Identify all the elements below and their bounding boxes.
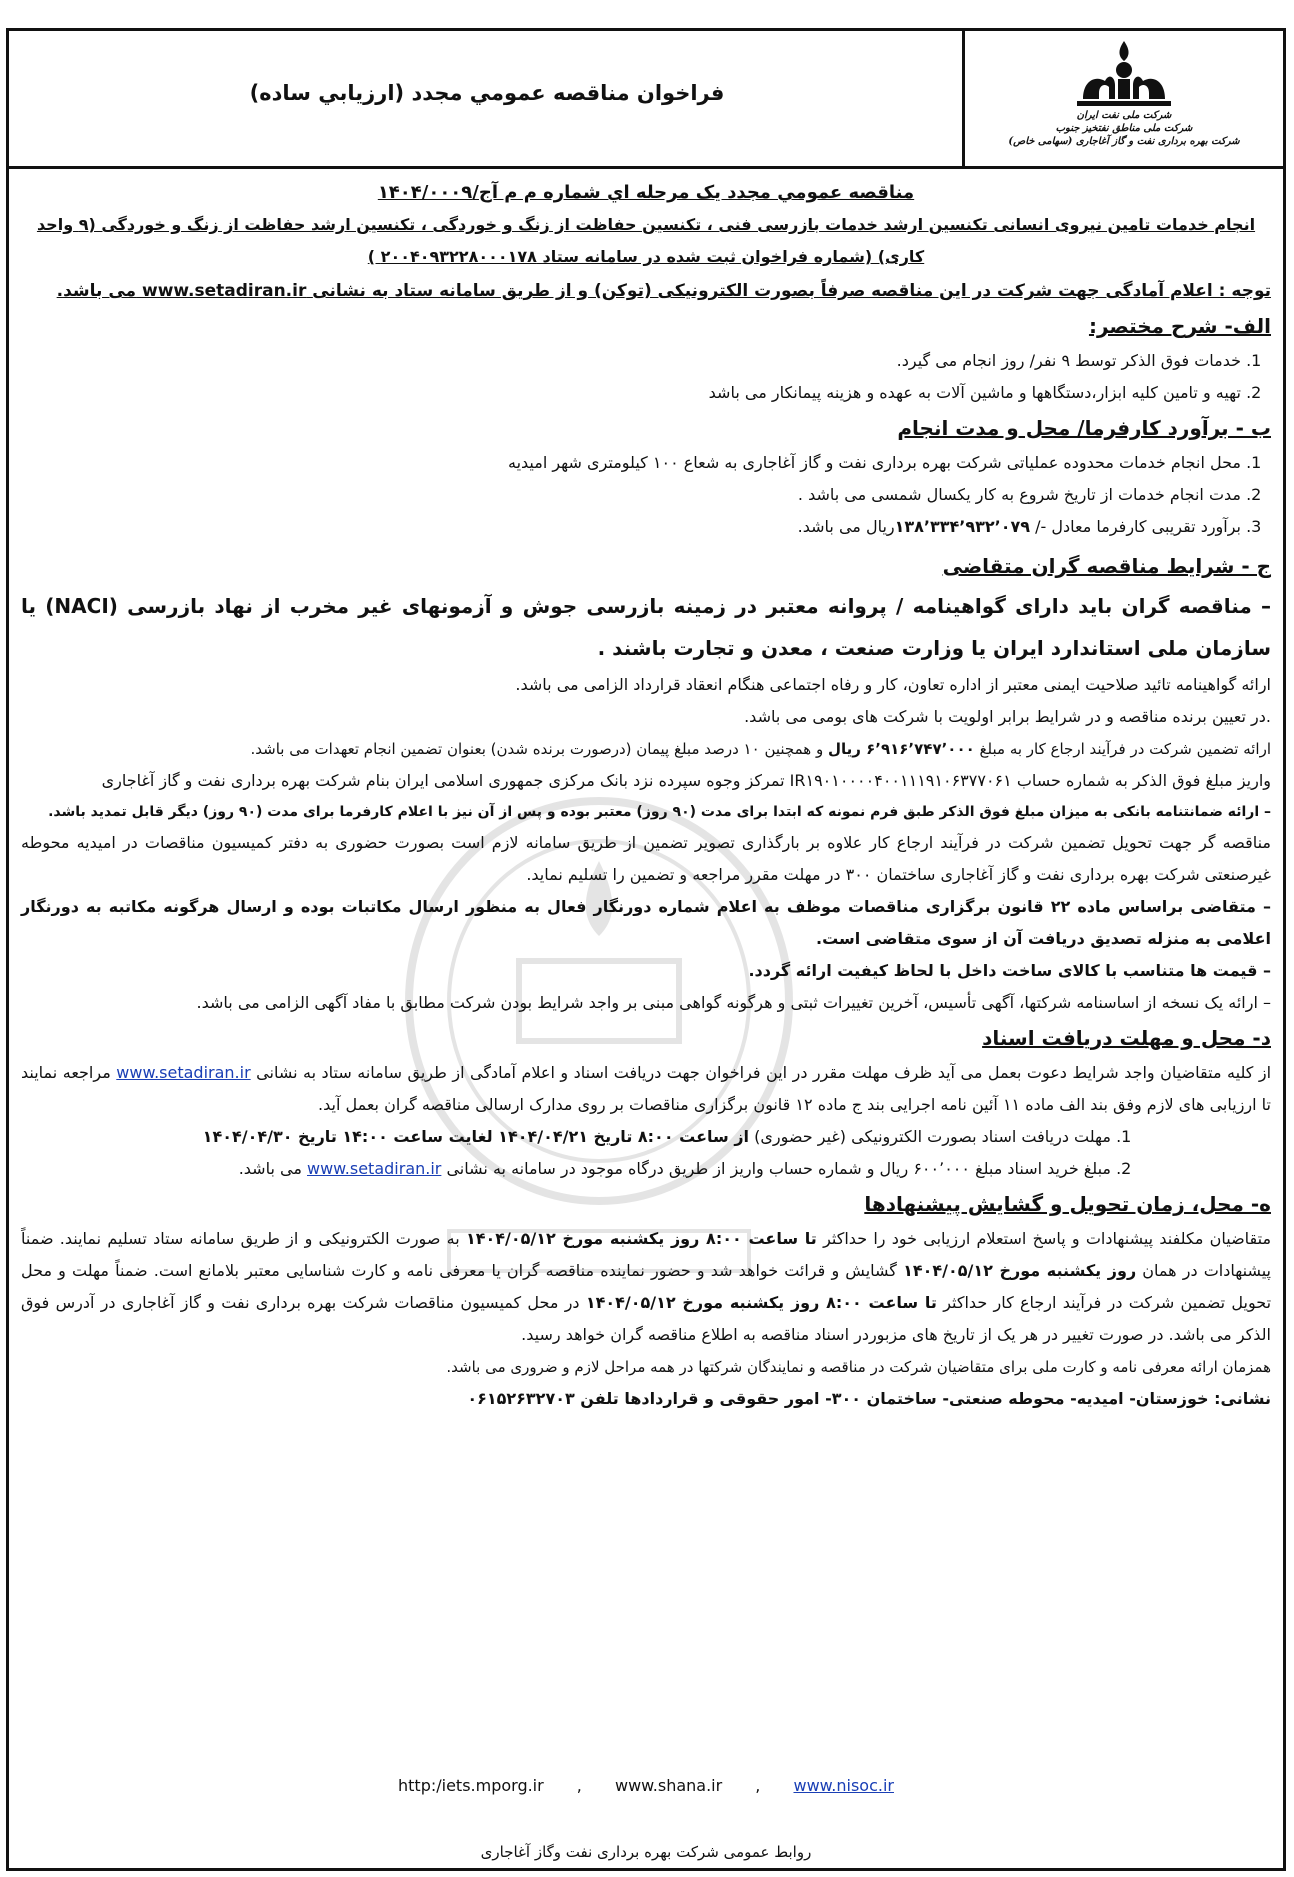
link-separator: , xyxy=(576,1776,582,1795)
document-deadline-dates: از ساعت ۸:۰۰ تاریخ ۱۴۰۴/۰۴/۲۱ لغایت ساعت ۱۴:۰۰ تاریخ ۱۴۰۴/۰۴/۳۰ xyxy=(202,1127,750,1146)
link-separator: , xyxy=(755,1776,761,1795)
notice-suffix: می باشد. xyxy=(56,281,137,301)
safety-certificate: ارائه گواهینامه تائید صلاحیت ایمنی معتبر از اداره تعاون، کار و رفاه اجتماعی هنگام انعقاد قرارداد الزامی می باشد. xyxy=(515,675,1271,694)
section-b-item-2: 2. مدت انجام خدمات از تاریخ شروع به کار یکسال شمسی می باشد . xyxy=(21,479,1241,511)
nisoc-link[interactable]: www.nisoc.ir xyxy=(793,1776,894,1795)
footer-links xyxy=(9,1776,1283,1795)
section-c-title: ج - شرایط مناقصه گران متقاضی xyxy=(942,554,1271,578)
document-deadline-prefix: مهلت دریافت اسناد بصورت الکترونیکی (غیر حضوری) xyxy=(754,1127,1111,1146)
bid-bond-suffix: و همچنین ۱۰ درصد مبلغ پیمان (درصورت برنده شدن) بعنوان تضمین انجام تعهدات می باشد. xyxy=(250,740,824,758)
public-relations-signature: روابط عمومی شرکت بهره برداری نفت وگاز آغاجاری xyxy=(480,1843,812,1861)
iets-link[interactable]: http:/iets.mporg.ir xyxy=(398,1776,544,1795)
estimate-value: ۱۳۸٬۳۳۴٬۹۳۲٬۰۷۹ xyxy=(894,517,1031,536)
local-goods: – قیمت ها متناسب با کالای ساخت داخل با لحاظ کیفیت ارائه گردد. xyxy=(748,961,1271,980)
section-d-list xyxy=(21,1121,1271,1185)
id-requirement: همزمان ارائه معرفی نامه و کارت ملی برای متقاضیان شرکت در مناقصه و نمایندگان شرکتها در همه مراحل لازم و ضروری می باشد. xyxy=(446,1358,1271,1376)
section-d-intro-part2: مراجعه نمایند تا ارزیابی های لازم وفق بند الف ماده ۱۱ آئین نامه اجرایی بند ج ماده ۱۲ قانون برگزاری مناقصات بر روی مدارک ارسالی مناقصه گران بعمل آید. xyxy=(21,1063,1271,1114)
fax-requirement: – متقاضی براساس ماده ۲۲ قانون برگزاری مناقصات موظف به اعلام شماره دورنگار فعال به منظور ارسال مکاتبات بوده و ارسال هرگونه مکاتبه به دورنگار اعلامی به منزله تصدیق دریافت آن از سوی متقاضی است. xyxy=(21,897,1271,948)
shana-link[interactable]: www.shana.ir xyxy=(614,1776,723,1795)
section-d-item-2 xyxy=(21,1153,1111,1185)
section-b-title: ب - برآورد کارفرما/ محل و مدت انجام xyxy=(897,416,1271,440)
section-a-title: الف- شرح مختصر: xyxy=(1088,314,1271,338)
bid-bond-amount: ۶٬۹۱۶٬۷۴۷٬۰۰۰ ریال xyxy=(827,740,975,758)
section-d-intro-part1: از کلیه متقاضیان واجد شرایط دعوت بعمل می آید ظرف مهلت مقرر در این فراخوان جهت دریافت اسناد و اعلام آمادگی از طریق سامانه ستاد به نشانی xyxy=(256,1063,1272,1082)
document-fee-suffix: می باشد. xyxy=(238,1159,302,1178)
section-a-item-1: 1. خدمات فوق الذکر توسط ۹ نفر/ روز انجام می گیرد. xyxy=(21,345,1241,377)
estimate-suffix: ریال می باشد. xyxy=(797,517,895,536)
document-title: فراخوان مناقصه عمومي مجدد (ارزيابي ساده) xyxy=(249,81,725,105)
bid-bond xyxy=(21,733,1271,765)
address: نشانی: خوزستان- امیدیه- محوطه صنعتی- ساختمان ۳۰۰- امور حقوقی و قراردادها تلفن ۰۶۱۵۲۶۳۲۷۰۳ xyxy=(467,1389,1271,1408)
submission-text-3: گشایش و قرائت خواهد شد و حضور نماینده مناقصه گران یا معرفی نامه و کارت شناسایی معتبر بلامانع است. ضمناً مهلت و محل تحویل تضمین شرکت در فرآیند ارجاع کار حداکثر xyxy=(21,1261,1272,1312)
document-fee-prefix: مبلغ خرید اسناد مبلغ ۶۰۰٬۰۰۰ ریال و شماره حساب واریز از طریق درگاه موجود در سامانه به نشانی xyxy=(446,1159,1111,1178)
document-frame xyxy=(6,28,1286,1871)
section-a-item-2: 2. تهیه و تامین کلیه ابزار،دستگاهها و ماشین آلات به عهده و هزینه پیمانکار می باشد xyxy=(21,377,1241,409)
setadiran-fee-link[interactable]: www.setadiran.ir xyxy=(307,1159,442,1178)
section-d-title: د- محل و مهلت دریافت اسناد xyxy=(982,1026,1271,1050)
submission-text-4: در محل کمیسیون مناقصات شرکت بهره برداری نفت و گاز آغاجاری در آدرس فوق الذکر می باشد. در صورت تغییر در هر یک از تاریخ های مزبوردر اسناد مناقصه به اطلاع مناقصه گران خواهد رسید. xyxy=(21,1293,1271,1344)
logo-line-1: شرکت ملی نفت ایران xyxy=(1076,110,1172,121)
bank-guarantee: – ارائه ضمانتنامه بانکی به میزان مبلغ فوق الذکر طبق فرم نمونه که ابتدا برای مدت (۹۰ روز) معتبر بوده و پس از آن نیز با اعلام کارفرما برای مدت (۹۰ روز) دیگر قابل تمدید باشد. xyxy=(48,804,1271,820)
section-b-item-3 xyxy=(21,511,1241,543)
estimate-prefix: برآورد تقریبی کارفرما معادل -/ xyxy=(1035,517,1241,536)
company-documents: – ارائه یک نسخه از اساسنامه شرکتها، آگهی تأسیس، آخرین تغییرات ثبتی و هرگونه گواهی مبنی بر واجد شرایط بودن شرکت مطابق با مفاد آگهی الزامی می باشد. xyxy=(196,993,1271,1012)
opening-date: روز یکشنبه مورخ ۱۴۰۴/۰۵/۱۲ xyxy=(903,1261,1137,1280)
logo-box xyxy=(962,31,1283,166)
local-priority: .در تعیین برنده مناقصه و در شرایط برابر اولویت با شرکت های بومی می باشد. xyxy=(744,707,1271,726)
submission-text-2: به صورت الکترونیکی و از طریق سامانه ستاد تسلیم نمایند. ضمناً پیشنهادات در همان xyxy=(21,1229,1271,1280)
section-e-body xyxy=(21,1223,1271,1351)
document-header xyxy=(9,31,1283,169)
nioc-logo-icon xyxy=(1069,37,1179,109)
bond-deadline: تا ساعت ۸:۰۰ روز یکشنبه مورخ ۱۴۰۴/۰۵/۱۲ xyxy=(585,1293,937,1312)
notice-url: www.setadiran.ir xyxy=(141,281,307,301)
logo-line-2: شرکت ملی مناطق نفتخیز جنوب xyxy=(1055,123,1193,134)
certificate-requirement: – مناقصه گران باید دارای گواهینامه / پروانه معتبر در زمینه بازرسی جوش و آزمونهای غیر مخرب از نهاد بازرسی (NACI) یا سازمان ملی استاندارد ایران یا وزارت صنعت ، معدن و تجارت باشند . xyxy=(21,594,1272,660)
setadiran-link[interactable]: www.setadiran.ir xyxy=(116,1063,251,1082)
section-d-intro xyxy=(21,1057,1271,1121)
tender-number: مناقصه عمومي مجدد يک مرحله اي شماره م م آج/۱۴۰۴/۰۰۰۹ xyxy=(377,182,915,203)
section-e-title: ه- محل، زمان تحویل و گشایش پیشنهادها xyxy=(864,1192,1271,1216)
section-d-item-1 xyxy=(21,1121,1111,1153)
document-body xyxy=(21,177,1271,1415)
notice-prefix: توجه : اعلام آمادگی جهت شرکت در این مناقصه صرفاً بصورت الکترونیکی (توکن) و از طریق سامانه ستاد به نشانی xyxy=(312,281,1271,301)
deposit-account: واریز مبلغ فوق الذکر به شماره حساب IR۱۹۰۱۰۰۰۰۴۰۰۱۱۱۹۱۰۶۳۷۷۰۶۱ تمرکز وجوه سپرده نزد بانک مرکزی جمهوری اسلامی ایران بنام شرکت بهره برداری نفت و گاز آغاجاری xyxy=(101,771,1271,790)
section-a-list xyxy=(21,345,1271,409)
logo-line-3: شرکت بهره برداری نفت و گاز آغاجاری (سهامی خاص) xyxy=(1008,136,1240,147)
bid-bond-prefix: ارائه تضمین شرکت در فرآیند ارجاع کار به مبلغ xyxy=(979,740,1271,758)
section-b-list xyxy=(21,447,1271,543)
bond-delivery: مناقصه گر جهت تحویل تضمین شرکت در فرآیند ارجاع کار علاوه بر بارگذاری تصویر تضمین از طریق سامانه لازم است بصورت حضوری به دفتر کمیسیون مناقصات در امیدیه محوطه غیرصنعتی شرکت بهره برداری نفت و گاز آغاجاری ساختمان ۳۰۰ در مهلت مقرر مراجعه و تضمین را تسلیم نماید. xyxy=(21,833,1271,884)
participation-notice xyxy=(21,275,1271,307)
section-b-item-1: 1. محل انجام خدمات محدوده عملیاتی شرکت بهره برداری نفت و گاز آغاجاری به شعاع ۱۰۰ کیلومتری شهر امیدیه xyxy=(21,447,1241,479)
submission-text-1: متقاضیان مکلفند پیشنهادات و پاسخ استعلام ارزیابی خود را حداکثر xyxy=(823,1229,1272,1248)
submission-deadline: تا ساعت ۸:۰۰ روز یکشنبه مورخ ۱۴۰۴/۰۵/۱۲ xyxy=(465,1229,817,1248)
tender-subject: انجام خدمات تامین نیروی انسانی تکنسین ارشد خدمات بازرسی فنی ، تکنسین حفاظت از زنگ و خوردگی ، تکنسین ارشد حفاظت از زنگ و خوردگی (۹ واحد کاری) (شماره فراخوان ثبت شده در سامانه ستاد ۲۰۰۴۰۹۳۲۲۸۰۰۰۱۷۸ ) xyxy=(36,215,1256,266)
